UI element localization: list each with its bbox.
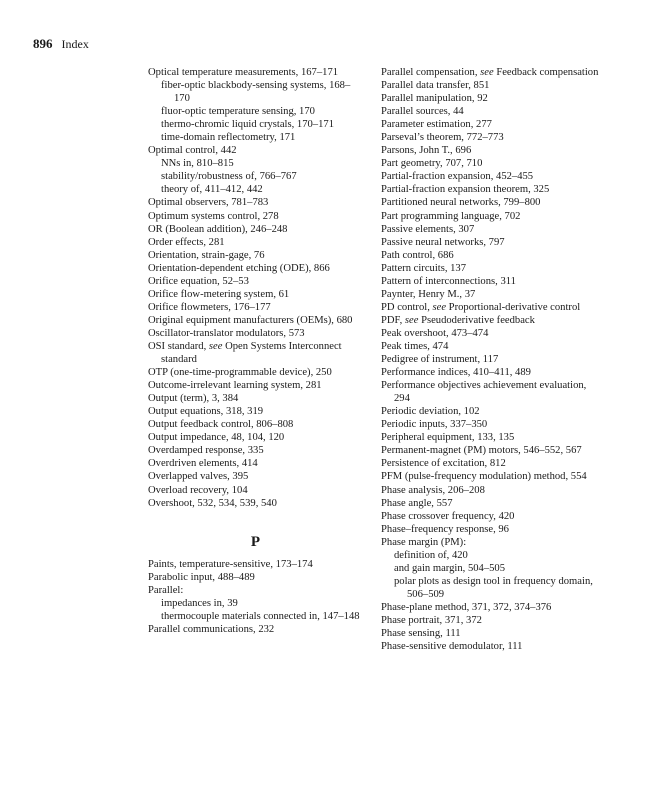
index-subentry: polar plots as design tool in frequency domain, 506–509 xyxy=(394,575,593,600)
index-entry: Parallel compensation, see Feedback compensation xyxy=(381,67,599,78)
index-entry: Parsons, John T., 696 xyxy=(381,145,472,157)
index-entry: Parallel communications, 232 xyxy=(148,623,275,635)
index-subentry: thermo-chromic liquid crystals, 170–171 xyxy=(161,119,334,131)
index-entry: Parameter estimation, 277 xyxy=(381,119,492,131)
index-entry: Parallel sources, 44 xyxy=(381,106,464,118)
index-entry: OR (Boolean addition), 246–248 xyxy=(148,223,288,235)
see-reference: see xyxy=(404,314,419,326)
index-entry: Phase angle, 557 xyxy=(381,497,453,509)
index-entry: Phase portrait, 371, 372 xyxy=(381,614,482,626)
index-entry: Oscillator-translator modulators, 573 xyxy=(148,327,305,339)
index-entry: Phase-plane method, 371, 372, 374–376 xyxy=(381,601,552,613)
index-subentry: theory of, 411–412, 442 xyxy=(161,184,263,196)
running-title: Index xyxy=(61,37,89,51)
index-entry: Pattern of interconnections, 311 xyxy=(381,275,516,287)
index-entry: Optical temperature measurements, 167–171 xyxy=(148,67,339,78)
index-entry: PFM (pulse-frequency modulation) method, 554 xyxy=(381,471,587,483)
index-entry: Pedigree of instrument, 117 xyxy=(381,354,499,366)
index-entry: Persistence of excitation, 812 xyxy=(381,458,506,470)
left-column xyxy=(148,66,363,636)
index-entry: Permanent-magnet (PM) motors, 546–552, 567 xyxy=(381,445,582,457)
index-entry: Optimal observers, 781–783 xyxy=(148,197,269,209)
index-entry: Peripheral equipment, 133, 135 xyxy=(381,432,515,444)
index-entry: Paints, temperature-sensitive, 173–174 xyxy=(148,558,313,570)
index-entry: Parabolic input, 488–489 xyxy=(148,571,255,583)
index-entry: Output feedback control, 806–808 xyxy=(148,419,294,431)
index-entry: Order effects, 281 xyxy=(148,236,225,248)
page-header xyxy=(33,36,89,52)
index-entry: OSI standard, see Open Systems Interconnect standard xyxy=(148,340,342,366)
index-entry: Partitioned neural networks, 799–800 xyxy=(381,197,541,209)
index-entry: Output equations, 318, 319 xyxy=(148,406,264,418)
index-entry: Passive elements, 307 xyxy=(381,223,475,235)
index-entry: Phase margin (PM): xyxy=(381,536,467,548)
index-entry: Orientation, strain-gage, 76 xyxy=(148,249,265,261)
index-entries-o xyxy=(148,66,363,510)
index-subentry: fluor-optic temperature sensing, 170 xyxy=(161,106,315,118)
section-letter: P xyxy=(250,533,261,550)
index-subentry: NNs in, 810–815 xyxy=(161,158,234,170)
index-entries-p xyxy=(148,558,363,636)
index-entry: Periodic inputs, 337–350 xyxy=(381,419,488,431)
index-entry: Partial-fraction expansion, 452–455 xyxy=(381,171,534,183)
index-entry: Performance objectives achievement evaluation, 294 xyxy=(381,380,587,405)
index-entry: Outcome-irrelevant learning system, 281 xyxy=(148,380,322,392)
index-entry: Peak overshoot, 473–474 xyxy=(381,327,489,339)
index-entry: PDF, see Pseudoderivative feedback xyxy=(381,314,535,326)
index-entry: Orientation-dependent etching (ODE), 866 xyxy=(148,262,330,274)
index-entry: Overdamped response, 335 xyxy=(148,445,264,457)
index-entry: Parseval’s theorem, 772–773 xyxy=(381,132,504,144)
index-entry: Part geometry, 707, 710 xyxy=(381,158,483,170)
index-entry: Overshoot, 532, 534, 539, 540 xyxy=(148,497,277,509)
index-entry: Overlapped valves, 395 xyxy=(148,471,249,483)
page-number: 896 xyxy=(33,36,53,51)
index-entry: Orifice flow-metering system, 61 xyxy=(148,288,290,300)
index-subentry: stability/robustness of, 766–767 xyxy=(161,171,297,183)
index-entry: Phase–frequency response, 96 xyxy=(381,523,509,535)
see-reference: see xyxy=(432,301,447,313)
index-entry: Parallel manipulation, 92 xyxy=(381,93,488,105)
index-entry: Phase crossover frequency, 420 xyxy=(381,510,515,522)
index-entry: Peak times, 474 xyxy=(381,340,449,352)
index-entry: Original equipment manufacturers (OEMs), 680 xyxy=(148,314,353,326)
right-column xyxy=(381,66,601,653)
index-entry: Phase-sensitive demodulator, 111 xyxy=(381,641,523,653)
index-entry: Optimal control, 442 xyxy=(148,145,237,157)
index-entry: Partial-fraction expansion theorem, 325 xyxy=(381,184,550,196)
index-subentry: time-domain reflectometry, 171 xyxy=(161,132,296,144)
index-subentry: impedances in, 39 xyxy=(161,597,238,609)
index-subentry: definition of, 420 xyxy=(394,549,468,561)
index-entry: PD control, see Proportional-derivative control xyxy=(381,301,581,313)
index-subentry: thermocouple materials connected in, 147–148 xyxy=(161,610,360,622)
index-entry: Orifice equation, 52–53 xyxy=(148,275,249,287)
index-entry: Paynter, Henry M., 37 xyxy=(381,288,476,300)
index-entry: Periodic deviation, 102 xyxy=(381,406,480,418)
index-entry: Parallel data transfer, 851 xyxy=(381,80,490,92)
index-subentry: fiber-optic blackbody-sensing systems, 168–170 xyxy=(161,80,351,105)
see-reference: see xyxy=(208,340,223,352)
index-entry: Passive neural networks, 797 xyxy=(381,236,505,248)
index-entry: Performance indices, 410–411, 489 xyxy=(381,367,531,379)
index-entry: Parallel: xyxy=(148,584,184,596)
index-entry: Part programming language, 702 xyxy=(381,210,521,222)
index-entry: Phase analysis, 206–208 xyxy=(381,484,485,496)
index-subentry: and gain margin, 504–505 xyxy=(394,562,506,574)
index-entry: Overload recovery, 104 xyxy=(148,484,248,496)
index-entry: Pattern circuits, 137 xyxy=(381,262,467,274)
index-entries-p-continued xyxy=(381,66,601,653)
index-entry: Optimum systems control, 278 xyxy=(148,210,279,222)
index-entry: Orifice flowmeters, 176–177 xyxy=(148,301,271,313)
see-reference: see xyxy=(480,67,494,78)
index-entry: Output impedance, 48, 104, 120 xyxy=(148,432,285,444)
index-entry: Output (term), 3, 384 xyxy=(148,393,239,405)
index-entry: OTP (one-time-programmable device), 250 xyxy=(148,367,332,379)
index-entry: Phase sensing, 111 xyxy=(381,628,461,640)
index-entry: Overdriven elements, 414 xyxy=(148,458,258,470)
index-entry: Path control, 686 xyxy=(381,249,454,261)
